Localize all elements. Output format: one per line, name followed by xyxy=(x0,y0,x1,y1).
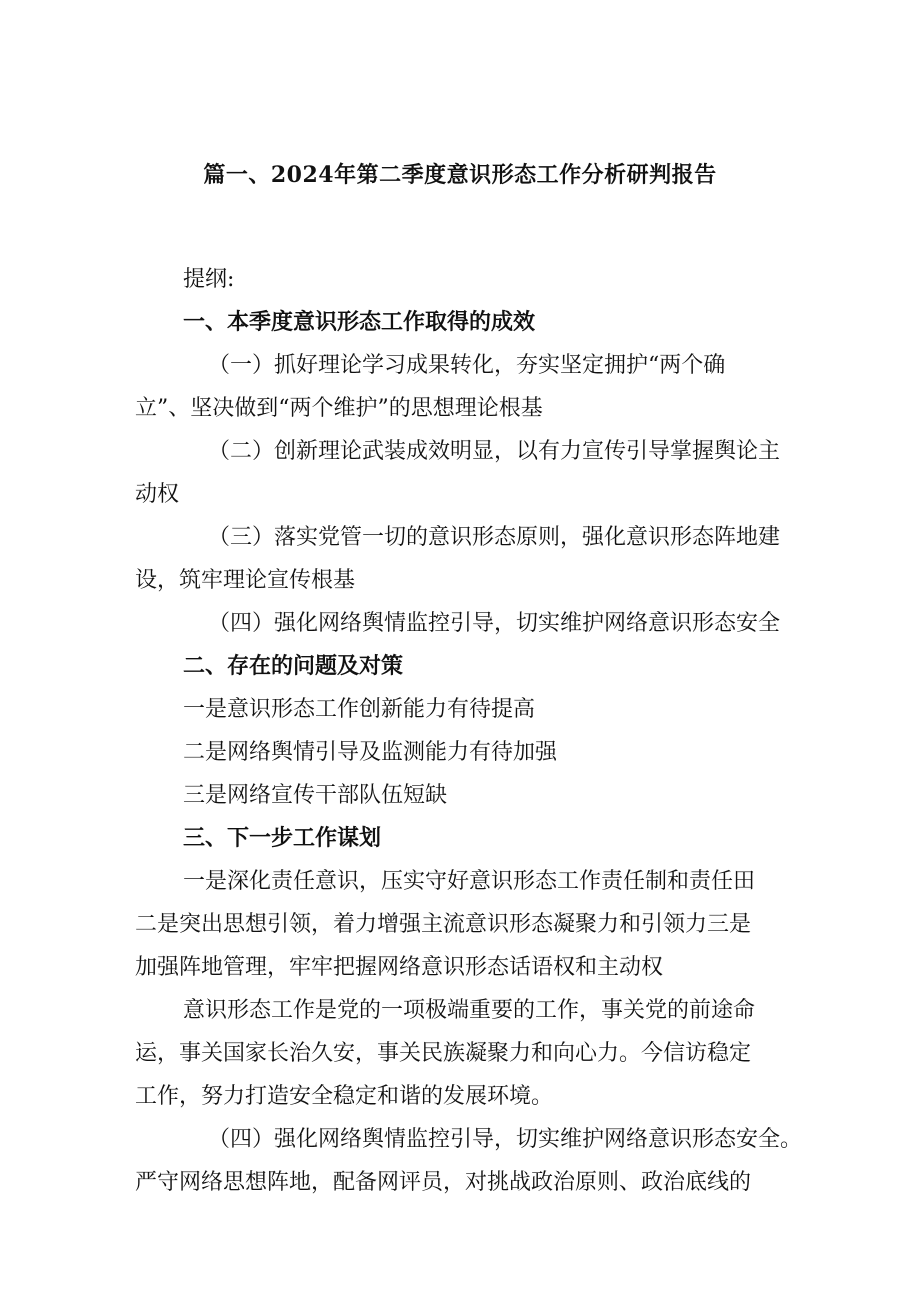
para2-line1: （四）强化网络舆情监控引导，切实维护网络意识形态安全。 xyxy=(208,1127,803,1152)
s3-line3: 加强阵地管理，牢牢把握网络意识形态话语权和主动权 xyxy=(135,955,664,980)
s1-item2-line1: （二）创新理论武装成效明显，以有力宣传引导掌握舆论主 xyxy=(208,439,781,464)
para2-line2: 严守网络思想阵地，配备网评员，对挑战政治原则、政治底线的 xyxy=(135,1170,752,1195)
s1-item2-line2: 动权 xyxy=(135,482,180,507)
section-3-heading: 三、下一步工作谋划 xyxy=(183,825,382,851)
s1-item1-line2: 立”、坚决做到“两个维护”的思想理论根基 xyxy=(135,396,543,421)
s1-item1-line1: （一）抓好理论学习成果转化，夯实坚定拥护“两个确 xyxy=(208,353,726,378)
s1-item3-line2: 设，筑牢理论宣传根基 xyxy=(135,568,356,593)
para1-line3: 工作，努力打造安全稳定和谐的发展环境。 xyxy=(135,1084,554,1109)
s3-line2: 二是突出思想引领，着力增强主流意识形态凝聚力和引领力三是 xyxy=(135,912,752,937)
s2-item3: 三是网络宣传干部队伍短缺 xyxy=(183,783,448,808)
document-title: 篇一、2024年第二季度意识形态工作分析研判报告 xyxy=(203,162,717,188)
s1-item3-line1: （三）落实党管一切的意识形态原则，强化意识形态阵地建 xyxy=(208,525,781,550)
outline-label: 提纲: xyxy=(183,267,235,292)
s3-line1: 一是深化责任意识，压实守好意识形态工作责任制和责任田 xyxy=(183,869,756,894)
para1-line2: 运，事关国家长治久安，事关民族凝聚力和向心力。今信访稳定 xyxy=(135,1041,752,1066)
section-1-heading: 一、本季度意识形态工作取得的成效 xyxy=(183,309,536,335)
s1-item4-line1: （四）强化网络舆情监控引导，切实维护网络意识形态安全 xyxy=(208,611,781,636)
s2-item1: 一是意识形态工作创新能力有待提高 xyxy=(183,697,536,722)
para1-line1: 意识形态工作是党的一项极端重要的工作，事关党的前途命 xyxy=(183,998,756,1023)
section-2-heading: 二、存在的问题及对策 xyxy=(183,653,404,679)
s2-item2: 二是网络舆情引导及监测能力有待加强 xyxy=(183,740,558,765)
